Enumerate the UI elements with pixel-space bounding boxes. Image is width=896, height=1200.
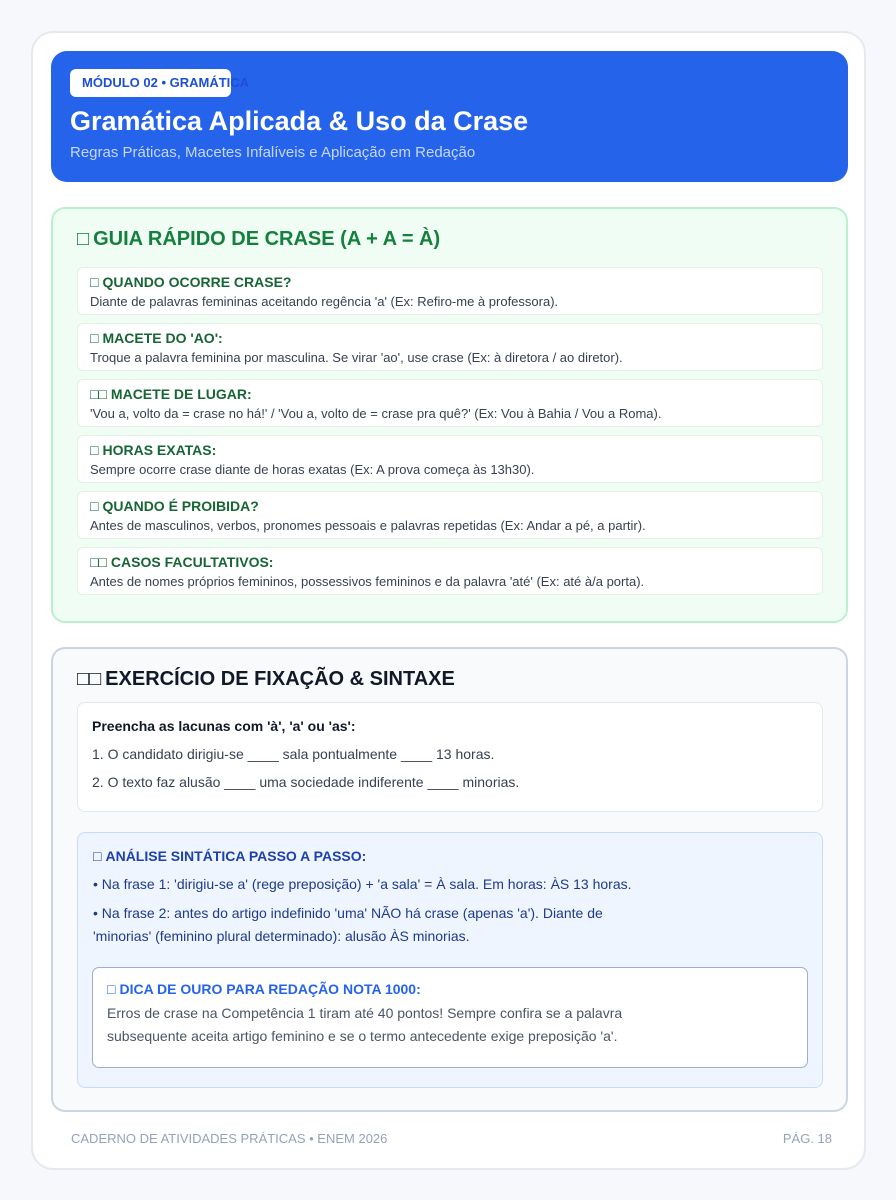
rule-title-text: QUANDO É PROIBIDA? xyxy=(102,498,259,514)
rule-card xyxy=(77,547,823,595)
rule-text: Troque a palavra feminina por masculina. Se virar 'ao', use crase (Ex: à diretora / ao diretor). xyxy=(90,350,623,365)
exercise-box xyxy=(77,702,823,812)
exercise-card xyxy=(51,647,848,1112)
pencil-icon: □□ xyxy=(77,668,102,690)
analysis-title-text: ANÁLISE SINTÁTICA PASSO A PASSO: xyxy=(105,848,367,864)
rule-card xyxy=(77,491,823,539)
exercise-title-text: EXERCÍCIO DE FIXAÇÃO & SINTAXE xyxy=(105,668,455,690)
rule-card xyxy=(77,267,823,315)
rule-title-text: HORAS EXATAS: xyxy=(102,442,217,458)
rule-title xyxy=(90,498,810,515)
rule-card xyxy=(77,379,823,427)
rule-title-text: MACETE DE LUGAR: xyxy=(110,386,252,402)
tip-box xyxy=(92,967,808,1068)
crase-guide-card xyxy=(51,207,848,623)
exercise-title xyxy=(77,668,455,691)
rule-title-text: QUANDO OCORRE CRASE? xyxy=(102,274,292,290)
rule-title-text: CASOS FACULTATIVOS: xyxy=(110,554,274,570)
crase-guide-title-text: GUIA RÁPIDO DE CRASE (A + A = À) xyxy=(93,228,441,250)
footer-caption: CADERNO DE ATIVIDADES PRÁTICAS • ENEM 2026 xyxy=(71,1131,388,1146)
analysis-line: • Na frase 2: antes do artigo indefinido 'uma' NÃO há crase (apenas 'a'). Diante de 'minorias' (feminino plural determinado): alusão ÀS minorias. xyxy=(93,905,603,944)
exercise-item: 1. O candidato dirigiu-se ____ sala pontualmente ____ 13 horas. xyxy=(92,746,495,762)
page-card xyxy=(31,31,866,1170)
clock-icon: □ xyxy=(90,442,99,458)
page-title: Gramática Aplicada & Uso da Crase xyxy=(70,106,529,136)
rule-title-text: MACETE DO 'AO': xyxy=(102,330,223,346)
prohibited-icon: □ xyxy=(90,498,99,514)
check-icon: □ xyxy=(90,274,99,290)
page-number: PÁG. 18 xyxy=(782,1131,832,1146)
analysis-box xyxy=(77,832,823,1088)
rule-card xyxy=(77,435,823,483)
exercise-prompt: Preencha as lacunas com 'à', 'a' ou 'as': xyxy=(92,718,356,734)
rule-title xyxy=(90,274,810,291)
rule-title xyxy=(90,330,810,347)
crase-guide-title xyxy=(77,228,440,251)
location-icon: □□ xyxy=(90,386,107,402)
magnifier-icon: □ xyxy=(93,848,102,864)
rule-card xyxy=(77,323,823,371)
rule-title xyxy=(90,442,810,459)
rule-text: Antes de masculinos, verbos, pronomes pessoais e palavras repetidas (Ex: Andar a pé, a partir). xyxy=(90,518,646,533)
lightbulb-icon: □ xyxy=(107,981,116,997)
tip-title-text: DICA DE OURO PARA REDAÇÃO NOTA 1000: xyxy=(119,981,421,997)
balance-icon: □□ xyxy=(90,554,107,570)
tip-text: Erros de crase na Competência 1 tiram até 40 pontos! Sempre confira se a palavra subsequente aceita artigo feminino e se o termo antecedente exige preposição 'a'. xyxy=(107,1005,623,1044)
rule-title xyxy=(90,554,810,571)
rule-text: Sempre ocorre crase diante de horas exatas (Ex: A prova começa às 13h30). xyxy=(90,462,535,477)
swap-icon: □ xyxy=(90,330,99,346)
module-badge: MÓDULO 02 • GRAMÁTICA xyxy=(70,69,231,97)
page-subtitle: Regras Práticas, Macetes Infalíveis e Aplicação em Redação xyxy=(70,144,476,161)
analysis-title xyxy=(93,847,807,865)
book-icon: □ xyxy=(77,228,90,250)
analysis-line: • Na frase 1: 'dirigiu-se a' (rege preposição) + 'a sala' = À sala. Em horas: ÀS 13 horas. xyxy=(93,876,632,892)
rule-text: Antes de nomes próprios femininos, possessivos femininos e da palavra 'até' (Ex: até à/a porta). xyxy=(90,574,645,589)
tip-title xyxy=(107,980,793,998)
rule-title xyxy=(90,386,810,403)
rule-text: 'Vou a, volto da = crase no há!' / 'Vou a, volto de = crase pra quê?' (Ex: Vou à Bahia / Vou a Roma). xyxy=(90,406,662,421)
exercise-item: 2. O texto faz alusão ____ uma sociedade indiferente ____ minorias. xyxy=(92,774,520,790)
module-header xyxy=(51,51,848,182)
rule-text: Diante de palavras femininas aceitando regência 'a' (Ex: Refiro-me à professora). xyxy=(90,294,559,309)
